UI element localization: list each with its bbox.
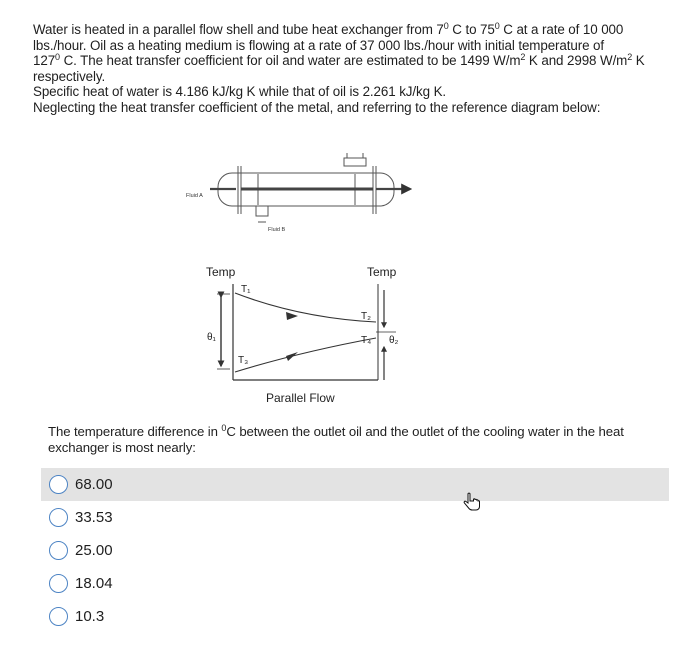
temp-axis-label-right: Temp: [367, 265, 397, 279]
radio-button-icon[interactable]: [49, 508, 68, 527]
theta1-label: θ₁: [207, 332, 216, 343]
temperature-profile-graph: [206, 265, 399, 405]
answer-option-label: 25.00: [75, 542, 113, 559]
t1-label: T₁: [241, 284, 251, 295]
t3-label: T₃: [238, 355, 249, 366]
fluid-b-label: Fluid B: [268, 227, 286, 233]
problem-line-1: Water is heated in a parallel flow shell and tube heat exchanger from $7^0$ C to $75^0$ C at a rate of 10 000: [33, 21, 624, 37]
answer-option-3[interactable]: [41, 534, 669, 567]
t2-label: T₂: [361, 311, 371, 322]
answer-option-2[interactable]: [41, 501, 669, 534]
answer-option-label: 10.3: [75, 608, 105, 625]
radio-button-icon[interactable]: [49, 541, 68, 560]
hot-flow-arrowhead: [286, 312, 298, 320]
cold-fluid-curve: [235, 338, 376, 372]
answer-option-label: 18.04: [75, 575, 113, 592]
cold-flow-arrowhead: [286, 352, 298, 361]
answer-option-label: 33.53: [75, 509, 113, 526]
problem-line-2: lbs./hour. Oil as a heating medium is flowing at a rate of 37 000 lbs./hour with initial temperature of: [33, 37, 605, 53]
question-text: The temperature difference in $^0$C between the outlet oil and the outlet of the cooling water in the heat exchanger is most nearly:: [48, 423, 624, 455]
answer-option-4[interactable]: [41, 567, 669, 600]
shell-inlet-nozzle: [256, 206, 268, 216]
radio-button-icon[interactable]: [49, 475, 68, 494]
t4-label: T₄: [361, 335, 372, 346]
problem-line-4: respectively.: [33, 68, 106, 84]
shell-outlet-nozzle: [344, 158, 366, 166]
diagram-caption: Parallel Flow: [266, 391, 335, 405]
radio-button-icon[interactable]: [49, 607, 68, 626]
radio-button-icon[interactable]: [49, 574, 68, 593]
answer-option-1[interactable]: [41, 468, 669, 501]
problem-line-5: Specific heat of water is 4.186 kJ/kg K while that of oil is 2.261 kJ/kg K.: [33, 84, 447, 100]
hand-pointer-cursor-icon: [461, 491, 483, 513]
answer-option-label: 68.00: [75, 476, 113, 493]
hot-fluid-curve: [235, 293, 376, 322]
theta2-label: θ₂: [389, 335, 399, 346]
answer-option-5[interactable]: [41, 600, 669, 633]
problem-line-3: $127^0$ C. The heat transfer coefficient for oil and water are estimated to be 1499 $W/m^2$ K and 2998 $W/m^2$ K: [33, 52, 645, 69]
answer-options: [41, 468, 669, 633]
temp-axis-label-left: Temp: [206, 265, 236, 279]
problem-line-6: Neglecting the heat transfer coefficient of the metal, and referring to the reference diagram below:: [33, 99, 601, 115]
fluid-a-label: Fluid A: [186, 193, 203, 199]
